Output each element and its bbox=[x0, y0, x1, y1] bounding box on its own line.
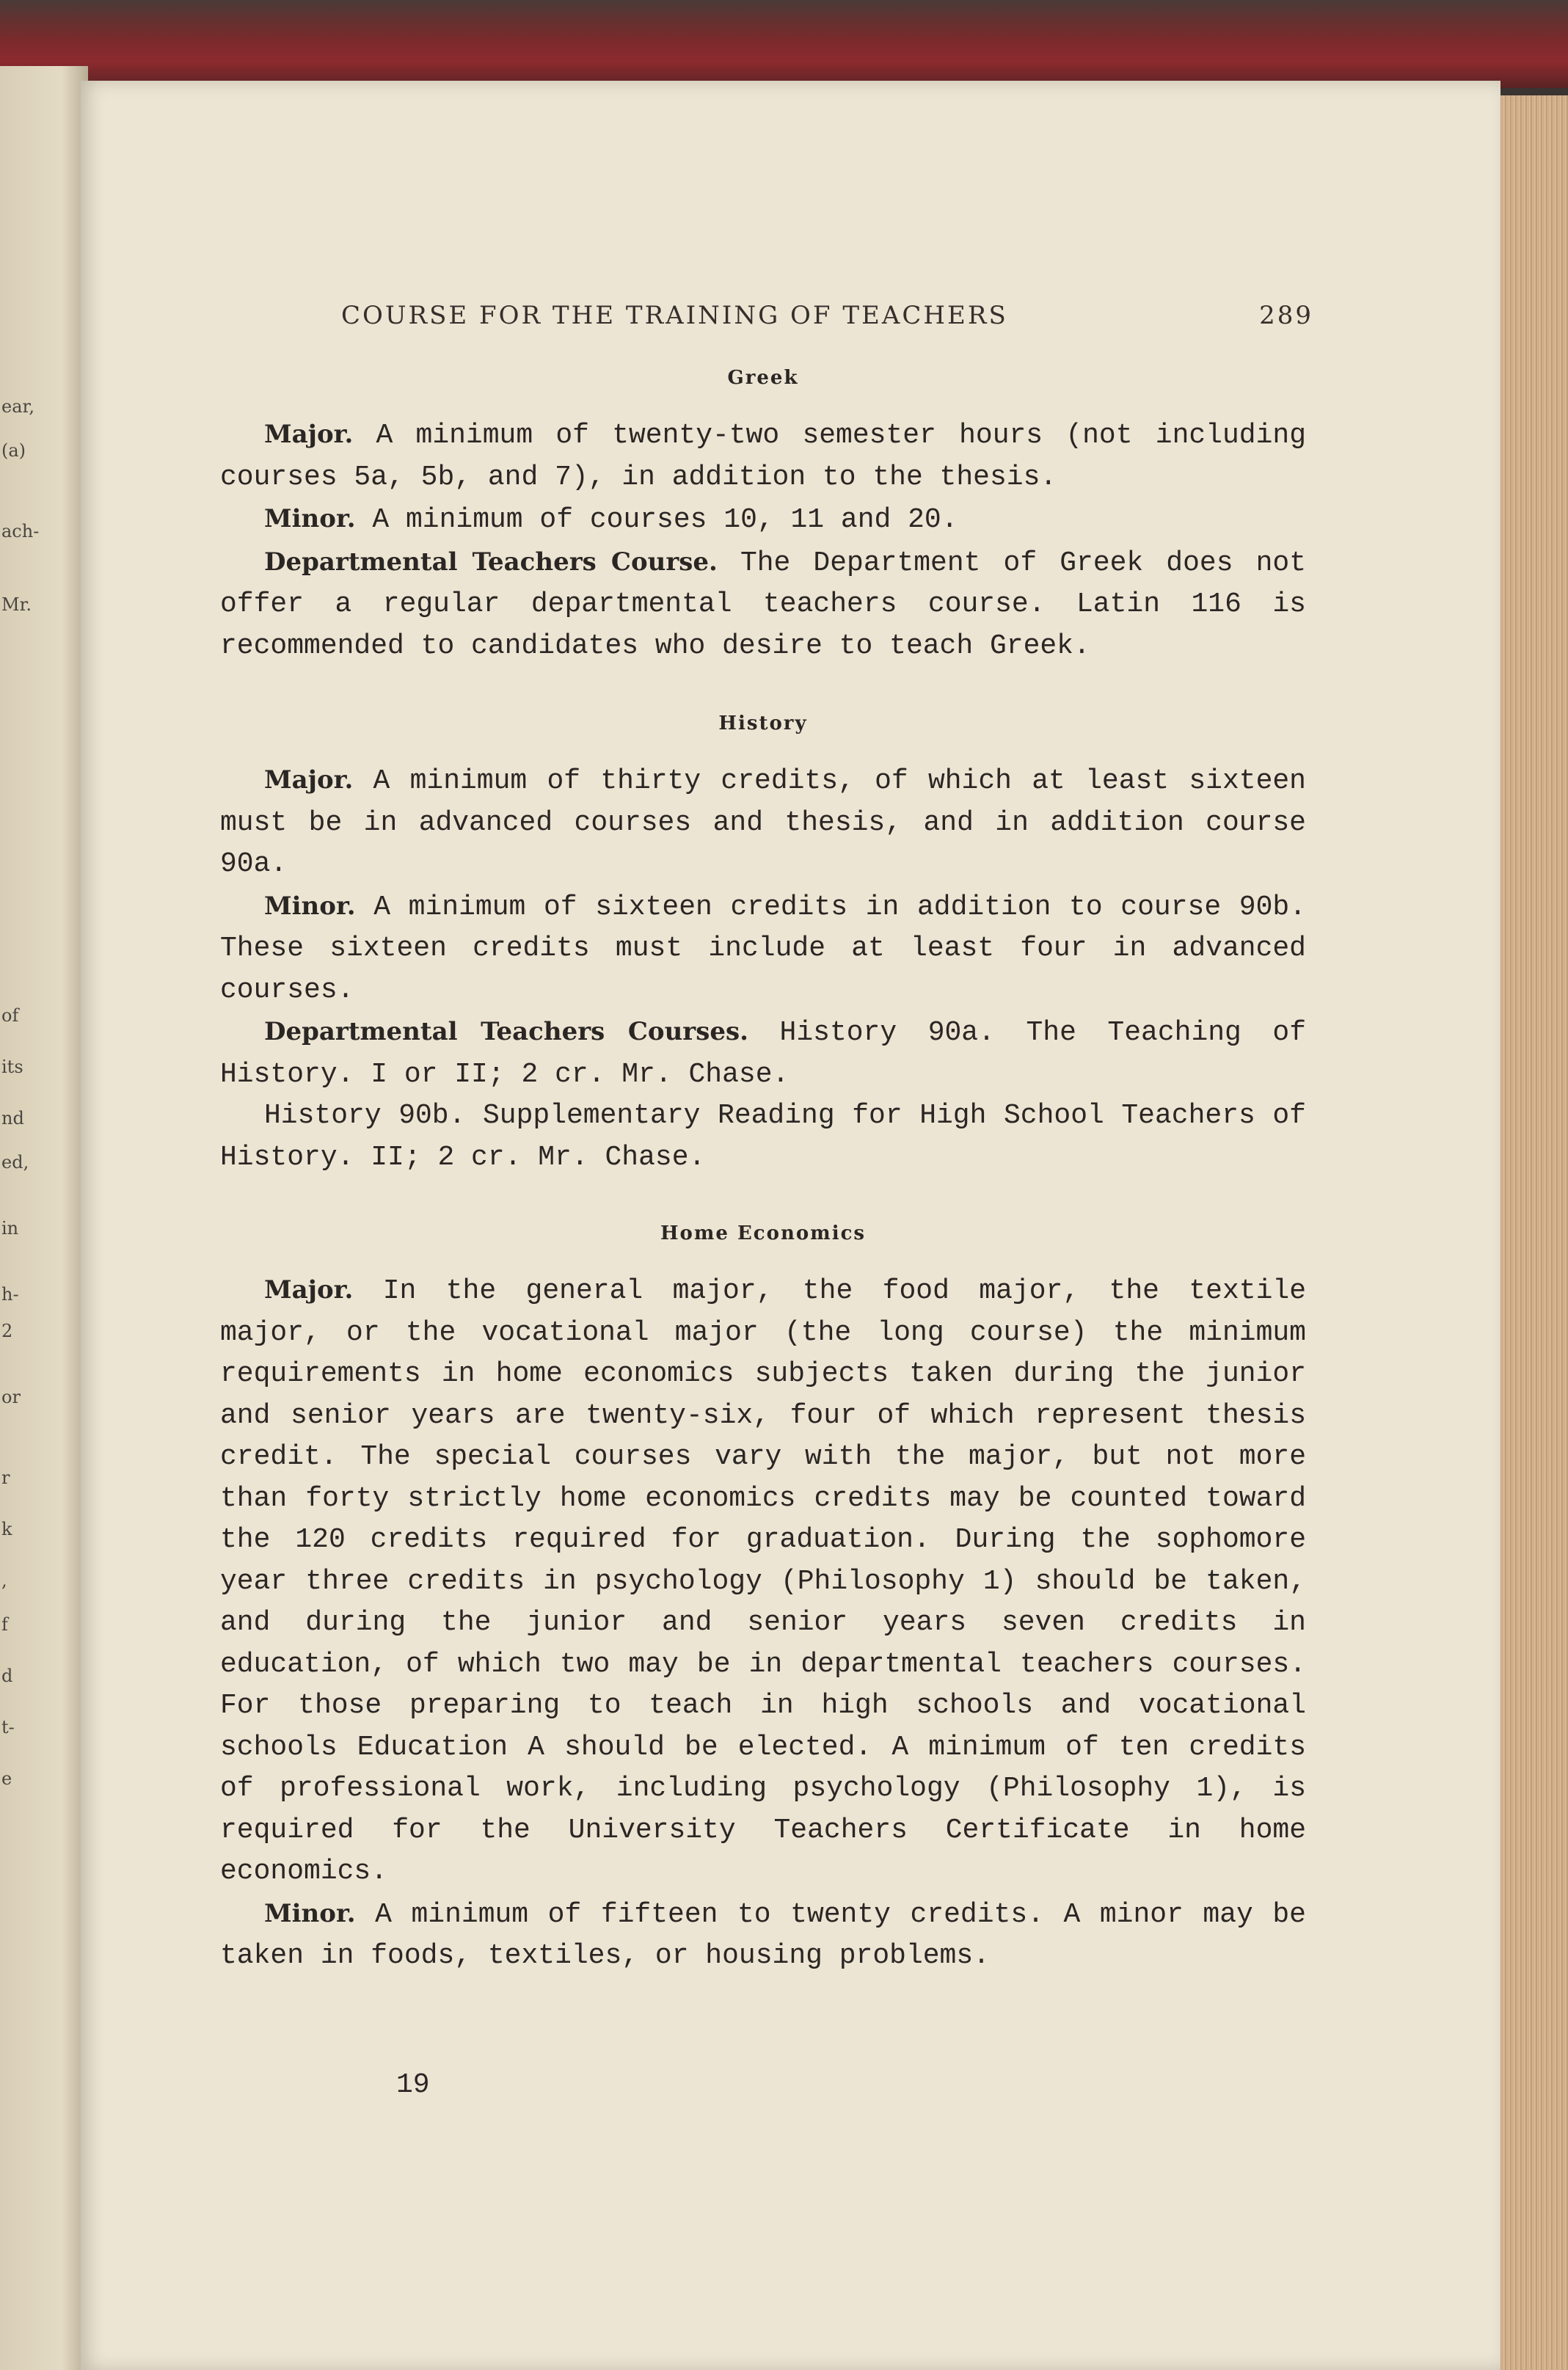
side-fragment: h- bbox=[1, 1284, 19, 1305]
greek-paragraphs bbox=[220, 414, 1306, 667]
side-fragment: of bbox=[1, 1005, 19, 1026]
paragraph bbox=[220, 1893, 1306, 1977]
section-greek bbox=[220, 367, 1306, 667]
section-heading-greek: Greek bbox=[727, 367, 799, 389]
paragraph-lead: Major. bbox=[264, 420, 354, 449]
paragraph bbox=[220, 1269, 1306, 1893]
running-head-title: COURSE FOR THE TRAINING OF TEACHERS bbox=[341, 301, 1008, 330]
paragraph-text: In the general major, the food major, the textile major, or the vocational major (the long course) the minimum requirements in home economics subjects taken during the junior and senior years are twenty-six, four of which represent thesis credit. The special courses vary with the major, but not more than forty strictly home economics credits may be counted toward the 120 credits required for graduation. During the sophomore year three credits in psychology (Philosophy 1) should be taken, and during the junior and senior years seven credits in education, of which two may be in departmental teachers courses. For those preparing to teach in high schools and vocational schools Education A should be elected. A minimum of ten credits of professional work, including psychology (Philosophy 1), is required for the University Teachers Certificate in home economics. bbox=[220, 1275, 1306, 1887]
side-fragment: or bbox=[1, 1387, 21, 1407]
paragraph bbox=[220, 498, 1306, 542]
home-economics-paragraphs bbox=[220, 1269, 1306, 1977]
paragraph-lead: Major. bbox=[264, 765, 354, 795]
side-fragment: nd bbox=[1, 1108, 24, 1129]
paragraph-lead: Minor. bbox=[264, 1898, 356, 1928]
page-block-edges bbox=[1497, 95, 1568, 2370]
side-fragment: ach- bbox=[1, 521, 40, 542]
paragraph bbox=[220, 1095, 1306, 1178]
section-heading-history: History bbox=[718, 712, 808, 734]
paragraph-text: A minimum of thirty credits, of which at least sixteen must be in advanced courses and thesis, and in addition course 90a. bbox=[220, 765, 1306, 880]
side-fragment: k bbox=[1, 1519, 12, 1539]
side-fragment: r bbox=[1, 1467, 10, 1488]
paragraph bbox=[220, 414, 1306, 498]
section-home-economics bbox=[220, 1222, 1306, 1977]
paragraph-text: A minimum of sixteen credits in addition to course 90b. These sixteen credits must include at least four in advanced courses. bbox=[220, 891, 1306, 1006]
paragraph-lead: Major. bbox=[264, 1275, 354, 1305]
side-fragment: t- bbox=[1, 1717, 15, 1738]
side-fragment: (a) bbox=[1, 440, 26, 461]
paragraph-text: A minimum of twenty-two semester hours (not including courses 5a, 5b, and 7), in addition to the thesis. bbox=[220, 420, 1306, 493]
side-fragment: f bbox=[1, 1614, 8, 1635]
side-fragment: ed, bbox=[1, 1152, 29, 1173]
paragraph bbox=[220, 542, 1306, 668]
side-fragment: its bbox=[1, 1057, 23, 1077]
paragraph-lead: Minor. bbox=[264, 891, 356, 921]
signature-mark: 19 bbox=[396, 2069, 430, 2101]
paragraph bbox=[220, 759, 1306, 886]
paragraph-text: A minimum of courses 10, 11 and 20. bbox=[355, 504, 958, 536]
paragraph-lead: Minor. bbox=[264, 504, 356, 533]
section-heading-home-economics: Home Economics bbox=[660, 1222, 867, 1244]
side-fragment: d bbox=[1, 1666, 13, 1686]
paragraph-text: A minimum of fifteen to twenty credits. A minor may be taken in foods, textiles, or housing problems. bbox=[220, 1898, 1306, 1972]
history-paragraphs bbox=[220, 759, 1306, 1178]
paragraph-text: The Department of Greek does not offer a regular departmental teachers course. Latin 116 is recommended to candidates who desire to teach Greek. bbox=[220, 547, 1306, 662]
paragraph-lead: Departmental Teachers Courses. bbox=[264, 1017, 748, 1046]
side-fragment: Mr. bbox=[1, 594, 32, 615]
paragraph bbox=[220, 886, 1306, 1012]
page-content bbox=[220, 286, 1313, 1977]
previous-page-edge bbox=[0, 66, 88, 2370]
side-fragment: 2 bbox=[1, 1321, 13, 1341]
side-fragment: in bbox=[1, 1218, 19, 1239]
side-fragment: , bbox=[1, 1570, 7, 1591]
side-fragment: e bbox=[1, 1768, 12, 1789]
paragraph bbox=[220, 1011, 1306, 1095]
section-history bbox=[220, 712, 1306, 1178]
paragraph-text: History 90b. Supplementary Reading for High School Teachers of History. II; 2 cr. Mr. Chase. bbox=[220, 1100, 1306, 1173]
paragraph-text: History 90a. The Teaching of History. I or II; 2 cr. Mr. Chase. bbox=[220, 1017, 1307, 1090]
running-head bbox=[220, 286, 1313, 338]
paragraph-lead: Departmental Teachers Course. bbox=[264, 547, 718, 577]
page-number: 289 bbox=[1259, 301, 1313, 330]
book-binding bbox=[0, 0, 1568, 88]
side-fragment: ear, bbox=[1, 396, 34, 417]
